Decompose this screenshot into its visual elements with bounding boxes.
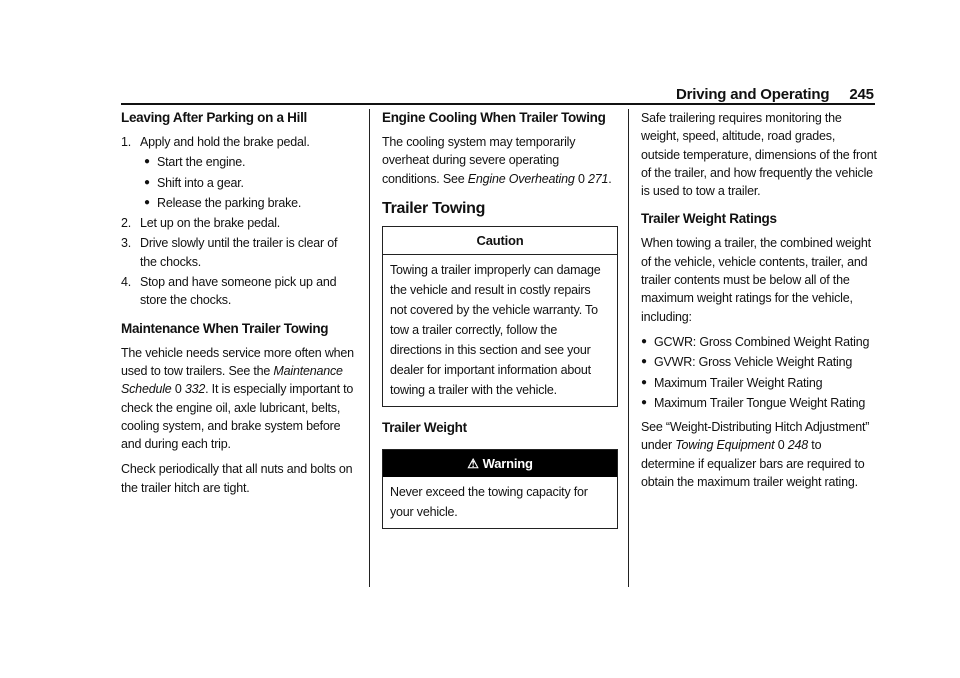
warning-text: Never exceed the towing capacity for your vehicle. [390,485,588,520]
list-item: 2. Let up on the brake pedal. [121,216,281,231]
ratings-list [641,333,877,412]
column-divider-1 [369,109,370,587]
list-item: ● Maximum Trailer Tongue Weight Rating [641,394,877,412]
sub-list [121,153,357,212]
heading-trailer-weight-ratings: Trailer Weight Ratings [641,211,777,227]
column-2 [382,109,618,539]
list-item: ● Maximum Trailer Weight Rating [641,374,877,392]
heading-leaving-after-parking: Leaving After Parking on a Hill [121,110,307,125]
heading-engine-cooling: Engine Cooling When Trailer Towing [382,110,606,125]
header-rule [121,103,875,105]
bullet-icon: ● [641,376,647,388]
maintenance-paragraph: The vehicle needs service more often when used to tow trailers. See the Maintenance Schedule 0 332. It is especially important to check the engine oil, axle lubricant, belts, cooling system, and brake system before and during each trip. [121,345,354,452]
page-ref: 332 [184,382,206,397]
heading-maintenance-trailer: Maintenance When Trailer Towing [121,320,329,336]
bullet-icon: ● [144,196,150,208]
list-item: ● Start the engine. [140,153,357,171]
warning-box [382,449,618,529]
list-item: 3. Drive slowly until the trailer is clear of the chocks. [121,236,338,269]
list-item: ● Shift into a gear. [140,174,357,192]
warning-title: Warning [482,456,533,472]
list-item: 1. Apply and hold the brake pedal. [121,135,310,149]
column-3 [641,109,877,498]
safe-trailering-paragraph: Safe trailering requires monitoring the weight, speed, altitude, road grades, outside temperature, dimensions of the front of the trailer, and how frequently the vehicle is used to tow a trailer. [641,111,877,199]
list-item: ● Release the parking brake. [140,194,357,212]
warning-icon: ⚠ [467,456,479,472]
maintenance-schedule-link[interactable]: Maintenance Schedule [121,363,343,397]
list-item: 4. Stop and have someone pick up and store the chocks. [121,275,337,308]
bullet-icon: ● [144,156,150,168]
engine-overheating-link[interactable]: Engine Overheating [467,171,575,186]
page-number: 245 [849,86,874,103]
hitch-check-paragraph: Check periodically that all nuts and bolts on the trailer hitch are tight. [121,462,353,495]
caution-box [382,226,618,407]
header-section-title: Driving and Operating [676,86,830,103]
heading-trailer-towing: Trailer Towing [382,199,486,217]
bullet-icon: ● [144,176,150,188]
page-ref: 271 [587,171,609,186]
hitch-adjustment-paragraph: See “Weight-Distributing Hitch Adjustment” under Towing Equipment 0 248 to determine if equalizer bars are required to obtain the maximum trailer weight rating. [641,420,870,490]
parking-steps-list [121,133,357,310]
column-divider-2 [628,109,629,587]
bullet-icon: ● [641,335,647,347]
bullet-icon: ● [641,396,647,408]
page-ref-arrow-icon: 0 [777,438,785,453]
bullet-icon: ● [641,356,647,368]
caution-title: Caution [383,227,617,255]
towing-equipment-link[interactable]: Towing Equipment [675,438,775,453]
heading-trailer-weight: Trailer Weight [382,420,467,436]
ratings-paragraph: When towing a trailer, the combined weight of the vehicle, vehicle contents, trailer, and trailer contents must be below all of the maximum weight ratings for the vehicle, including: [641,236,871,324]
column-1 [121,109,357,504]
list-item: ● GVWR: Gross Vehicle Weight Rating [641,353,877,371]
page-ref: 248 [787,438,809,453]
page-ref-arrow-icon: 0 [174,382,182,397]
page-ref-arrow-icon: 0 [577,171,585,186]
warning-title-bar [383,450,617,477]
cooling-paragraph: The cooling system may temporarily overheat during severe operating conditions. See Engine Overheating 0 271. [382,135,612,186]
page-header [676,86,874,103]
list-item: ● GCWR: Gross Combined Weight Rating [641,333,877,351]
caution-text: Towing a trailer improperly can damage the vehicle and result in costly repairs not covered by the vehicle warranty. To tow a trailer correctly, follow the directions in this section and see your dealer for important information about towing a trailer with the vehicle. [390,263,601,398]
